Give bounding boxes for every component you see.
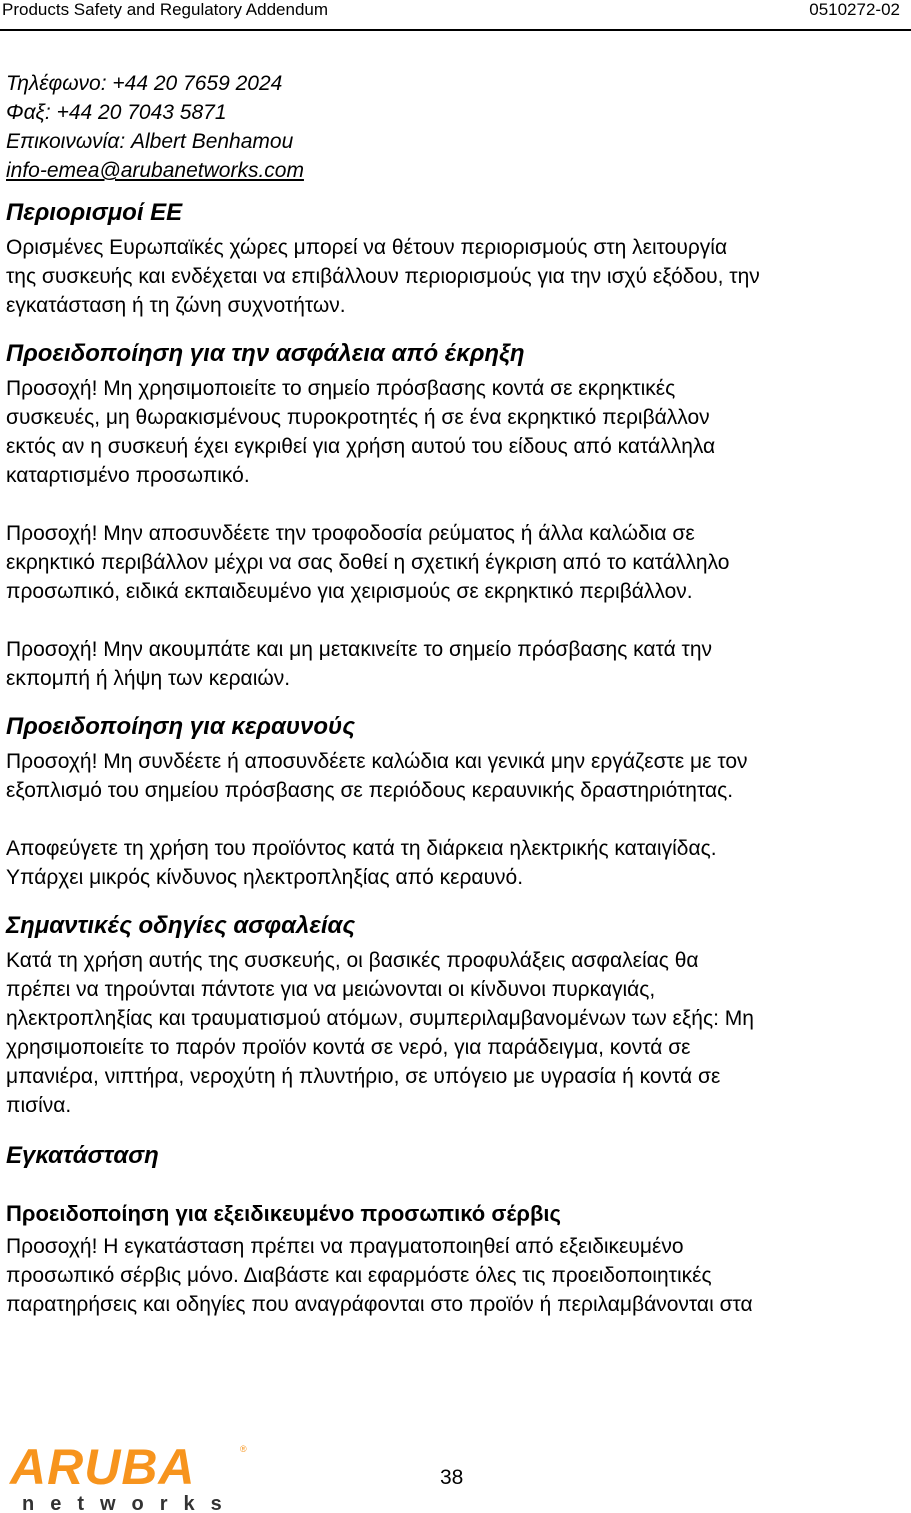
contact-phone: Τηλέφωνο: +44 20 7659 2024	[6, 72, 283, 95]
document-number: 0510272-02	[809, 0, 900, 19]
explosion-paragraph-3: Προσοχή! Μην ακουμπάτε και μη μετακινείτε το σημείο πρόσβασης κατά την εκπομπή ή λήψη των κεραιών.	[6, 638, 713, 690]
contact-fax: Φαξ: +44 20 7043 5871	[6, 101, 227, 124]
heading-safety-instructions: Σημαντικές οδηγίες ασφαλείας	[6, 912, 356, 939]
safety-paragraph: Κατά τη χρήση αυτής της συσκευής, οι βασικές προφυλάξεις ασφαλείας θα πρέπει να τηρούνται πάντοτε για να μειώνονται οι κίνδυνοι πυρκαγιάς, ηλεκτροπληξίας και τραυματισμού ατόμων, συμπεριλαμβανομένων των εξής: Μη χρησιμοποιείτε το παρόν προϊόν κοντά σε νερό, για παράδειγμα, κοντά σε μπανιέρα, νιπτήρα, νεροχύτη ή πλυντήριο, σε υπόγειο με υγρασία ή κοντά σε πισίνα.	[6, 949, 754, 1117]
contact-email-link[interactable]: info-emea@arubanetworks.com	[6, 159, 304, 182]
eu-paragraph: Ορισμένες Ευρωπαϊκές χώρες μπορεί να θέτουν περιορισμούς στη λειτουργία της συσκευής και ενδέχεται να επιβάλλουν περιορισμούς για την ισχύ εξόδου, την εγκατάσταση ή τη ζώνη συχνοτήτων.	[6, 236, 760, 317]
page-header	[0, 0, 911, 31]
logo-wordmark: ARUBA	[10, 1440, 196, 1495]
registered-mark: ®	[240, 1444, 247, 1454]
lightning-paragraph-1: Προσοχή! Μη συνδέετε ή αποσυνδέετε καλώδια και γενικά μην εργάζεστε με τον εξοπλισμό του σημείου πρόσβασης σε περιόδους κεραυνικής δραστηριότητας.	[6, 750, 748, 802]
contact-person: Επικοινωνία: Albert Benhamou	[6, 130, 294, 153]
logo-subtext: networks	[22, 1493, 238, 1512]
explosion-paragraph-1: Προσοχή! Μη χρησιμοποιείτε το σημείο πρόσβασης κοντά σε εκρηκτικές συσκευές, μη θωρακισμένους πυροκροτητές ή σε ένα εκρηκτικό περιβάλλον εκτός αν η συσκευή έχει εγκριθεί για χρήση αυτού του είδους από κατάλληλα καταρτισμένο προσωπικό.	[6, 377, 716, 487]
contact-block	[6, 69, 906, 185]
explosion-paragraph-2: Προσοχή! Μην αποσυνδέετε την τροφοδοσία ρεύματος ή άλλα καλώδια σε εκρηκτικό περιβάλλον μέχρι να σας δοθεί η σχετική έγκριση από το κατάλληλο προσωπικό, ειδικά εκπαιδευμένο για χειρισμούς σε εκρηκτικό περιβάλλον.	[6, 522, 730, 603]
heading-lightning-warning: Προειδοποίηση για κεραυνούς	[6, 713, 356, 740]
lightning-paragraph-2: Αποφεύγετε τη χρήση του προϊόντος κατά τη διάρκεια ηλεκτρικής καταιγίδας. Υπάρχει μικρός κίνδυνος ηλεκτροπληξίας από κεραυνό.	[6, 837, 717, 889]
heading-explosion-warning: Προειδοποίηση για την ασφάλεια από έκρηξη	[6, 340, 525, 367]
installation-paragraph: Προσοχή! Η εγκατάσταση πρέπει να πραγματοποιηθεί από εξειδικευμένο προσωπικό σέρβις μόνο. Διαβάστε και εφαρμόστε όλες τις προειδοποιητικές παρατηρήσεις και οδηγίες που αναγράφονται στο προϊόν ή περιλαμβάνονται στα	[6, 1235, 753, 1316]
subheading-qualified-personnel: Προειδοποίηση για εξειδικευμένο προσωπικό σέρβις	[6, 1201, 561, 1226]
heading-installation: Εγκατάσταση	[6, 1142, 159, 1169]
document-title: Products Safety and Regulatory Addendum	[2, 0, 329, 19]
page-number: 38	[440, 1466, 464, 1489]
aruba-networks-logo	[4, 1440, 254, 1512]
heading-eu-restrictions: Περιορισμοί ΕΕ	[6, 199, 183, 226]
page-content	[6, 69, 906, 1319]
